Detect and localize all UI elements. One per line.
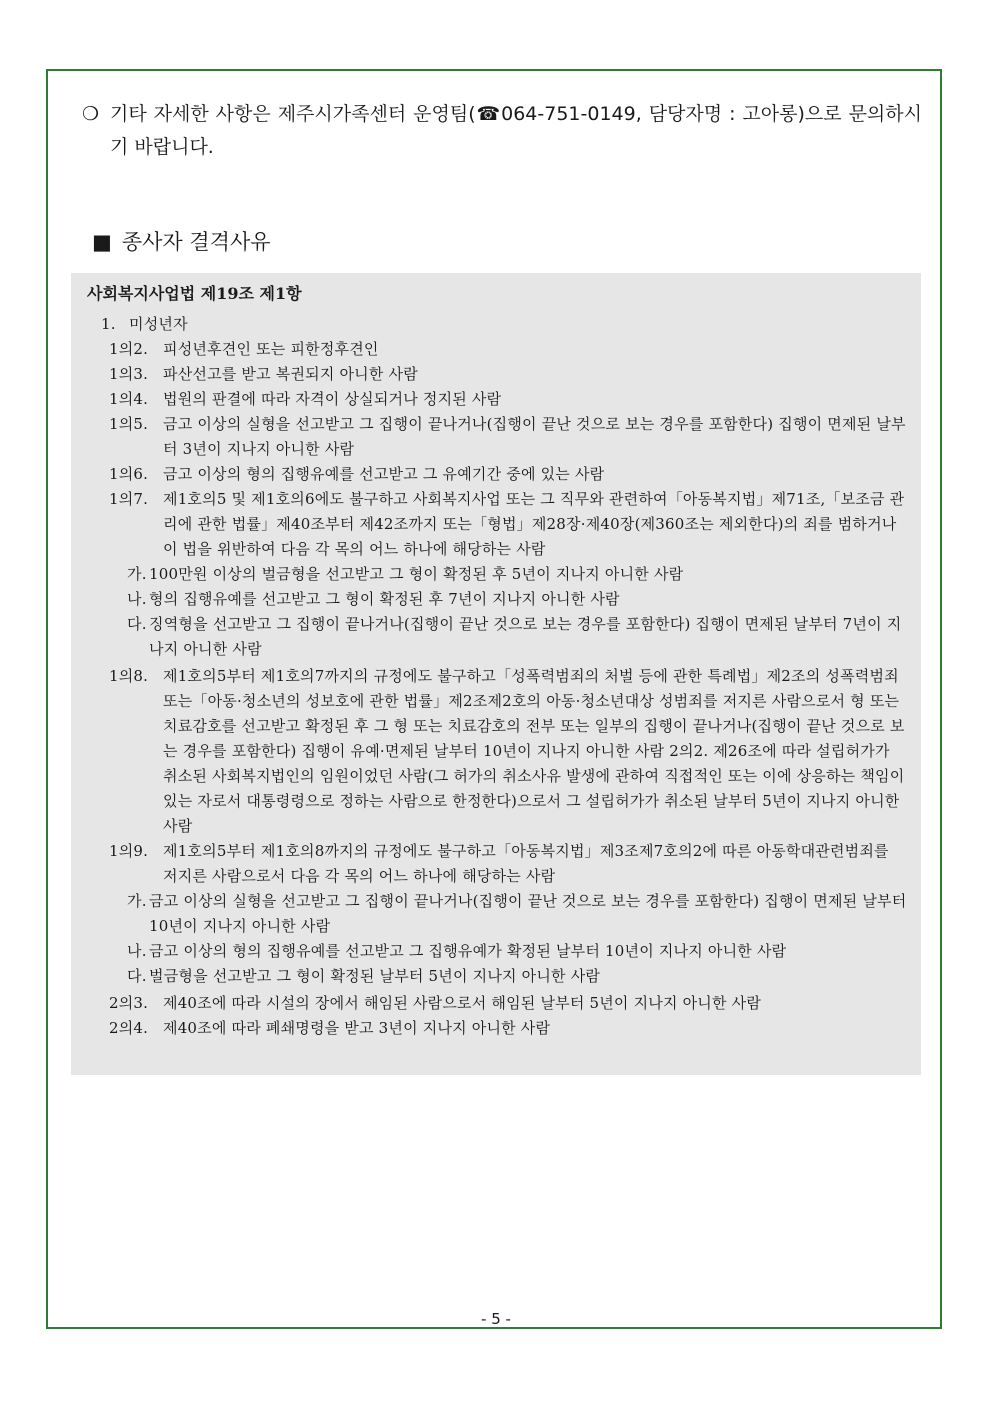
law-sub-item (87, 562, 907, 587)
law-item-label: 1의6. (109, 465, 149, 483)
law-item-text: 파산선고를 받고 복권되지 아니한 사람 (163, 365, 418, 383)
law-item-list (87, 312, 907, 1041)
law-item-text: 벌금형을 선고받고 그 형이 확정된 날부터 5년이 지나지 아니한 사람 (149, 967, 601, 985)
circle-bullet-icon: ❍ (82, 103, 100, 125)
law-sub-item (87, 889, 907, 939)
law-item-label: 1의9. (109, 842, 149, 860)
law-item-label: 1의7. (109, 490, 149, 508)
law-item-text: 제1호의5부터 제1호의7까지의 규정에도 불구하고「성폭력범죄의 처벌 등에 관한 특례법」제2조의 성폭력범죄 또는「아동·청소년의 성보호에 관한 법률」제2조제2호의 아동·청소년대상 성범죄를 저지른 사람으로서 형 또는 치료감호를 선고받고 확정된 후 그 형 또는 치료감호의 전부 또는 일부의 집행이 끝나거나(집행이 끝난 것으로 보는 경우를 포함한다) 집행이 유예·면제된 날부터 10년이 지나지 아니한 사람 2의2. 제26조에 따라 설립허가가 취소된 사회복지법인의 임원이었던 사람(그 허가의 취소사유 발생에 관하여 직접적인 또는 이에 상응하는 책임이 있는 자로서 대통령령으로 정하는 사람으로 한정한다)으로서 그 설립허가가 취소된 날부터 5년이 지나지 아니한 사람 (163, 667, 905, 835)
law-item-label: 1의2. (109, 340, 149, 358)
law-sub-item (87, 939, 907, 964)
square-bullet-icon: ■ (92, 230, 112, 254)
law-item-text: 제1호의5 및 제1호의6에도 불구하고 사회복지사업 또는 그 직무와 관련하여「아동복지법」제71조,「보조금 관리에 관한 법률」제40조부터 제42조까지 또는「형법」제28장·제40장(제360조는 제외한다)의 죄를 범하거나 이 법을 위반하여 다음 각 목의 어느 하나에 해당하는 사람 (163, 490, 905, 558)
law-item-label: 다. (127, 967, 147, 985)
law-item-text: 징역형을 선고받고 그 집행이 끝나거나(집행이 끝난 것으로 보는 경우를 포함한다) 집행이 면제된 날부터 7년이 지나지 아니한 사람 (149, 615, 902, 658)
law-item (87, 1016, 907, 1041)
contact-notice-text: 기타 자세한 사항은 제주시가족센터 운영팀(☎064-751-0149, 담당자명 : 고아롱)으로 문의하시기 바랍니다. (110, 103, 922, 158)
law-item-label: 다. (127, 615, 147, 633)
law-item-label: 나. (127, 942, 147, 960)
law-item-text: 형의 집행유예를 선고받고 그 형이 확정된 후 7년이 지나지 아니한 사람 (149, 590, 620, 608)
page-number: - 5 - (481, 1310, 511, 1328)
law-item-text: 금고 이상의 실형을 선고받고 그 집행이 끝나거나(집행이 끝난 것으로 보는 경우를 포함한다) 집행이 면제된 날부터 3년이 지나지 아니한 사람 (163, 415, 906, 458)
law-item-text: 금고 이상의 형의 집행유예를 선고받고 그 유예기간 중에 있는 사람 (163, 465, 605, 483)
law-item-label: 1의3. (109, 365, 149, 383)
law-item (87, 839, 907, 889)
law-item (87, 664, 907, 839)
law-item-label: 1의5. (109, 415, 149, 433)
law-item (87, 362, 907, 387)
law-item (87, 462, 907, 487)
law-sub-item (87, 612, 907, 662)
law-item-label: 가. (127, 892, 147, 910)
contact-notice (82, 98, 922, 164)
law-item-text: 금고 이상의 실형을 선고받고 그 집행이 끝나거나(집행이 끝난 것으로 보는 경우를 포함한다) 집행이 면제된 날부터 10년이 지나지 아니한 사람 (149, 892, 907, 935)
section-heading (92, 226, 271, 256)
law-item (87, 487, 907, 562)
section-title-text: 종사자 결격사유 (121, 230, 271, 254)
law-item-text: 미성년자 (129, 315, 188, 333)
law-item-text: 법원의 판결에 따라 자격이 상실되거나 정지된 사람 (163, 390, 502, 408)
law-item-label: 나. (127, 590, 147, 608)
law-item-label: 1의4. (109, 390, 149, 408)
law-excerpt-box (71, 273, 921, 1075)
law-item (87, 312, 907, 337)
law-item (87, 412, 907, 462)
law-item-label: 가. (127, 565, 147, 583)
law-item-label: 2의4. (109, 1019, 149, 1037)
law-item-text: 제40조에 따라 폐쇄명령을 받고 3년이 지나지 아니한 사람 (163, 1019, 551, 1037)
law-item-text: 100만원 이상의 벌금형을 선고받고 그 형이 확정된 후 5년이 지나지 아니한 사람 (149, 565, 684, 583)
law-item (87, 337, 907, 362)
law-item (87, 387, 907, 412)
law-item-label: 1. (101, 315, 116, 333)
law-item-label: 2의3. (109, 994, 149, 1012)
law-item-label: 1의8. (109, 667, 149, 685)
law-item-text: 피성년후견인 또는 피한정후견인 (163, 340, 379, 358)
law-item-text: 제1호의5부터 제1호의8까지의 규정에도 불구하고「아동복지법」제3조제7호의2에 따른 아동학대관련범죄를 저지른 사람으로서 다음 각 목의 어느 하나에 해당하는 사람 (163, 842, 889, 885)
law-item (87, 991, 907, 1016)
law-title: 사회복지사업법 제19조 제1항 (87, 284, 302, 303)
law-item-text: 금고 이상의 형의 집행유예를 선고받고 그 집행유예가 확정된 날부터 10년이 지나지 아니한 사람 (149, 942, 787, 960)
law-item-text: 제40조에 따라 시설의 장에서 해임된 사람으로서 해임된 날부터 5년이 지나지 아니한 사람 (163, 994, 762, 1012)
law-sub-item (87, 587, 907, 612)
law-sub-item (87, 964, 907, 989)
